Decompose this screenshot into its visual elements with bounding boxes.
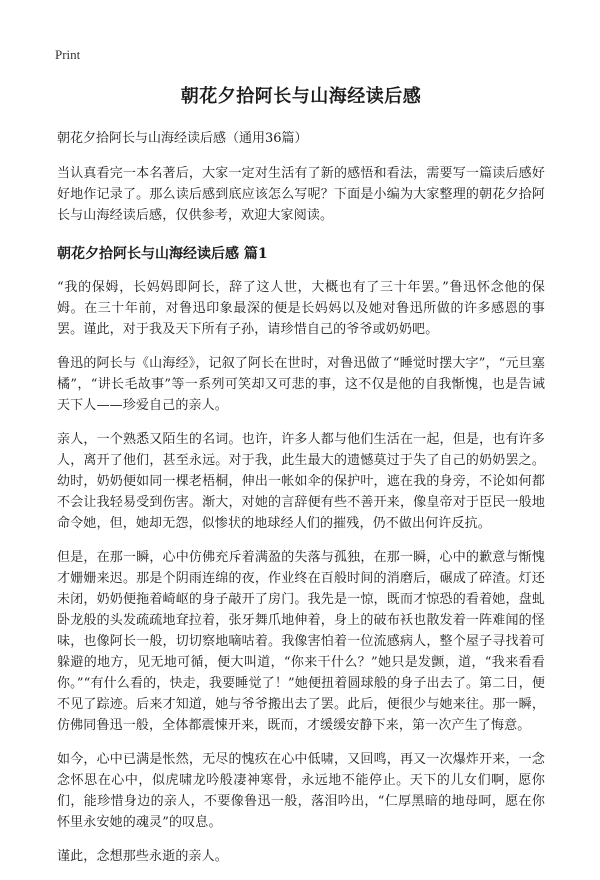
- document-page: [57, 44, 545, 880]
- intro-paragraph: 当认真看完一本名著后，大家一定对生活有了新的感悟和看法，需要写一篇读后感好好地作记录了。那么读后感到底应该怎么写呢？下面是小编为大家整理的朝花夕拾阿长与山海经读后感，仅供参考，欢迎大家阅读。: [57, 166, 545, 223]
- body-paragraph: 如今，心中已满是怅然，无尽的愧疚在心中低啸，又回鸣，再又一次爆炸开来，一念念怀思在心中，似虎啸龙吟般凄神寒骨，永远地不能停止。天下的儿女们啊，愿你们，能珍惜身边的亲人，不要像鲁迅一般，落泪吟出，“仁厚黑暗的地母呵，愿在你怀里永安她的魂灵”的叹息。: [57, 752, 545, 830]
- body-paragraph: 但是，在那一瞬，心中仿佛充斥着满盈的失落与孤独，在那一瞬，心中的歉意与惭愧才姗姗来迟。那是个阴雨连绵的夜，作业终在百般时间的消磨后，碾成了碎渣。灯还未闭，奶奶便拖着崎岖的身子敲开了房门。我先是一惊，既而才惊恐的看着她，盘虬卧龙般的头发疏疏地耷拉着，张牙舞爪地伸着，身上的破布袄也散发着一阵难闻的怪味，也像阿长一般，切切察地嘀咕着。我像害怕着一位流感病人，整个屋子寻找着可躲避的地方，见无地可循，便大叫道，“你来干什么？”她只是发颤，道，“我来看看你。”“有什么看的，快走，我要睡觉了！”她便扭着圆球般的身子出去了。第二日，便不见了踪迹。后来才知道，她与爷爷搬出去了罢。此后，便很少与她来往。那一瞬，仿佛同鲁迅一般，全体都震悚开来，既而，才缓缓安静下来，第一次产生了悔意。: [57, 550, 545, 733]
- print-link[interactable]: Print: [55, 47, 81, 62]
- body-paragraph: 亲人，一个熟悉又陌生的名词。也许，许多人都与他们生活在一起，但是，也有许多人，离开了他们，甚至永远。对于我，此生最大的遗憾莫过于失了自己的奶奶罢之。幼时，奶奶便如同一棵老梧桐，伸出一帐如伞的保护叶，遮在我的身旁，不论如何都不会让我轻易受到伤害。渐大，对她的言辞便有些不善开来，像皇帝对于臣民一般地命令她，但，她却无怨，似惨状的地球经人们的摧残，仍不做出何许反抗。: [57, 432, 545, 531]
- body-paragraph: 谨此，念想那些永逝的亲人。: [57, 849, 228, 864]
- body-paragraph: “我的保姆，长妈妈即阿长，辞了这人世，大概也有了三十年罢。”鲁迅怀念他的保姆。在三十年前，对鲁迅印象最深的便是长妈妈以及她对鲁迅所做的许多感恩的事罢。谨此，对于我及天下所有子孙，请珍惜自己的爷爷或奶奶吧。: [57, 280, 545, 337]
- document-subtitle: 朝花夕拾阿长与山海经读后感（通用36篇）: [57, 131, 308, 146]
- body-paragraph: 鲁迅的阿长与《山海经》，记叙了阿长在世时，对鲁迅做了“睡觉时摆大字”，“元旦塞橘”，“讲长毛故事”等一系列可笑却又可悲的事，这不仅是他的自我惭愧，也是告诫天下人——珍爱自己的亲人。: [57, 356, 545, 413]
- page-title: 朝花夕拾阿长与山海经读后感: [180, 86, 422, 107]
- section-heading: 朝花夕拾阿长与山海经读后感 篇1: [57, 246, 268, 262]
